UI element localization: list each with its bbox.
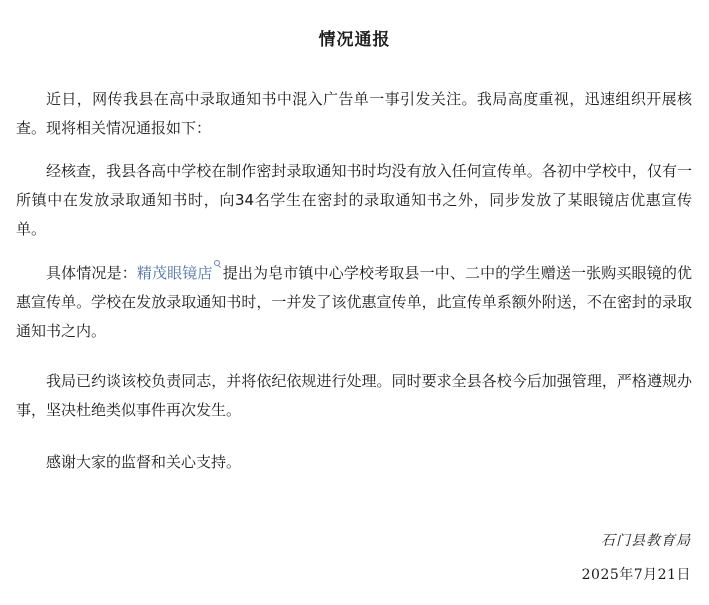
details-body-text: 提出为皂市镇中心学校考取县一中、二中的学生赠送一张购买眼镜的优惠宣传单。学校在发放录取通知书时，一并发了该优惠宣传单，此宣传单系额外附送，不在密封的录取通知书之内。 <box>16 264 692 340</box>
signature-date: 2025年7月21日 <box>581 567 691 583</box>
document-title: 情况通报 <box>318 30 391 50</box>
paragraph-findings: 经核查，我县各高中学校在制作密封录取通知书时均没有放入任何宣传单。各初中学校中，仅有一所镇中在发放录取通知书时，向34名学生在密封的录取通知书之外，同步发放了某眼镜店优惠宣传单。 <box>16 162 692 238</box>
search-icon[interactable] <box>214 259 222 271</box>
signature-organization: 石门县教育局 <box>601 533 691 549</box>
paragraph-thanks: 感谢大家的监督和关心支持。 <box>46 453 242 471</box>
store-name-link[interactable]: 精茂眼镜店 <box>136 264 213 282</box>
paragraph-details <box>16 259 692 346</box>
paragraph-intro: 近日，网传我县在高中录取通知书中混入广告单一事引发关注。我局高度重视，迅速组织开展核查。现将相关情况通报如下： <box>16 90 692 137</box>
details-lead-text: 具体情况是： <box>46 264 137 282</box>
paragraph-actions: 我局已约谈该校负责同志，并将依纪依规进行处理。同时要求全县各校今后加强管理，严格遵规办事，坚决杜绝类似事件再次发生。 <box>16 372 692 419</box>
